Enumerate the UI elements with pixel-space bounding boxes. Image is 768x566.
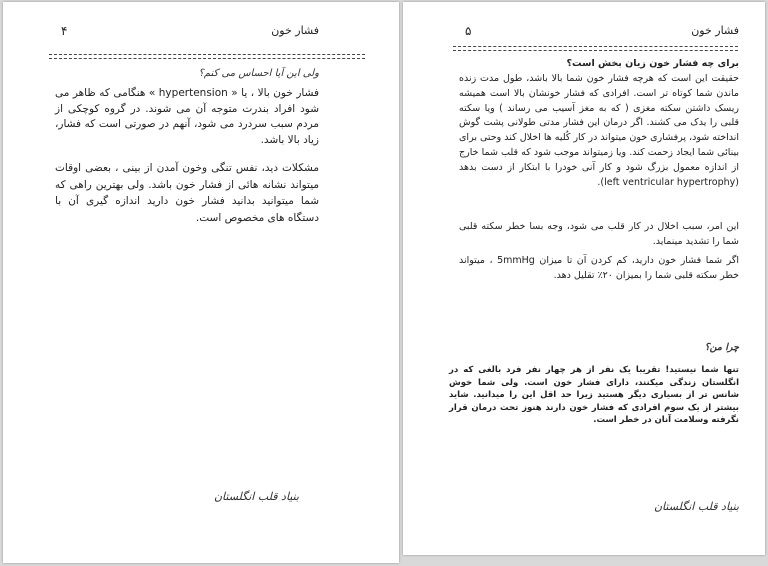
paragraph-3: اگر شما فشار خون دارید، کم کردن آن تا میزان 5mmHg ، میتواند خطر سکته قلبی شما را بمیزان ۲۰٪ تقلیل دهد. <box>459 255 739 281</box>
paragraph-2: این امر، سبب اخلال در کار قلب می شود، وجه بسا خطر سکته قلبی شما را تشدید مینماید. <box>459 221 739 247</box>
right-page <box>403 2 765 555</box>
page-number: ۴ <box>61 24 68 38</box>
paragraph-1: فشار خون بالا ، یا « hypertension » هنگامی که ظاهر می شود افراد بندرت متوجه آن می شوند. در گروه کوچکی از مردم سبب سردرد می شود، آنهم در صورتی است که فشار، زیاد بالا باشد. <box>55 87 319 146</box>
bold-paragraph: تنها شما نیستید! تقریبا یک نفر از هر چهار نفر فرد بالغی که در انگلستان زندگی میکنند، دارای فشار خون است. ولی شما خوش شانس تر از بسیاری دیگر هستید زیرا حد اقل این را میدانید. شاید بیشتر از یک سوم افرادی که فشار خون دارند هنوز تحت درمان قرار نگرفته وسلامت آنان در خطر است. <box>449 365 739 425</box>
page-header: فشار خون <box>271 24 319 37</box>
signature: بنیاد قلب انگلستان <box>653 500 739 513</box>
page-header: فشار خون <box>691 24 739 37</box>
left-page <box>3 2 399 563</box>
header-rule <box>453 46 738 51</box>
paragraph-1: حقیقت این است که هرچه فشار خون شما بالا باشد، طول مدت زنده ماندن شما کوتاه تر است. افرادی که فشار خونشان بالا است همیشه ریسک داشتن سکته مغزی ( که به مغز آسیب می رساند ) ویا سکته قلبی را یدک می کشند. اگر درمان این فشار مدتی طولانی پشت گوش انداخته شود، پرفشاری خون میتواند در کار کُلیه ها اخلال کند وحتی برای بینائی شما ایجاد زحمت کند. ویا زمیتواند موجب شود که قلب شما خارج از اندازه معمول بزرگ شود و کار آنی خودرا با ابتکار از دست بدهد (left ventricular hypertrophy). <box>459 73 739 188</box>
header-rule <box>49 54 365 59</box>
paragraph-2: مشکلات دید، نفس تنگی وخون آمدن از بینی ، بعضی اوقات میتواند نشانه هائی از فشار خون باشد. ولی بهترین راهی که شما میتوانید بدانید فشار خون دارید اندازه گیری آن با دستگاه های مخصوص است. <box>55 162 319 224</box>
section-subtitle: برای چه فشار خون زیان بخش است؟ <box>566 58 739 69</box>
section-heading: چرا من؟ <box>704 342 739 353</box>
page-number: ۵ <box>465 24 472 38</box>
signature: بنیاد قلب انگلستان <box>213 490 299 503</box>
handwritten-note: ولی این آیا احساس می کنم؟ <box>198 68 319 79</box>
